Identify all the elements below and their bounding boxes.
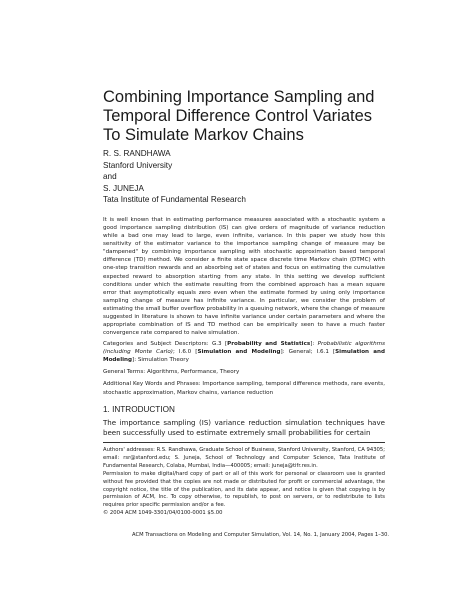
category-i60-prefix: ; I.6.0 [: [172, 349, 198, 356]
permission-notice: Permission to make digital/hard copy of part or all of this work for personal or classroom use is granted without fee provided that the copies are not made or distributed for profit or commercial advantage, the copyright notice, the title of the publication, and its date appear, and notice is given that copying is by permission of ACM, Inc. To copy otherwise, to republish, to post on servers, or to redistribute to lists requires prior specific permission and/or a fee.: [103, 470, 385, 509]
author-2-name: S. JUNEJA: [103, 183, 144, 193]
keywords: Additional Key Words and Phrases: Importance sampling, temporal difference methods, rare events, stochastic approximation, Markov chains, variance reduction: [103, 381, 385, 396]
author-1-affiliation: Stanford University: [103, 160, 173, 170]
author-conjunction: and: [103, 172, 117, 182]
title-line-2: Temporal Difference Control Variates: [103, 107, 373, 125]
journal-footer: ACM Transactions on Modeling and Computer Simulation, Vol. 14, No. 1, January 2004, Pages 1–30.: [132, 532, 390, 538]
copyright-line: © 2004 ACM 1049-3301/04/0100-0001 $5.00: [103, 510, 223, 517]
paper-title: [103, 88, 403, 145]
author-1-name: R. S. RANDHAWA: [103, 149, 171, 158]
abstract-block: [103, 216, 385, 397]
title-line-3: To Simulate Markov Chains: [103, 126, 304, 144]
categories-descriptors: [103, 340, 385, 364]
category-g3-sep: ]:: [310, 341, 318, 348]
category-i61: Simulation and Modeling: [103, 349, 385, 364]
categories-prefix: Categories and Subject Descriptors: G.3 [: [103, 341, 228, 348]
category-i61-rest: ]: Simulation Theory: [132, 357, 189, 364]
title-line-1: Combining Importance Sampling and: [103, 88, 375, 106]
author-2-affiliation: Tata Institute of Fundamental Research: [103, 195, 246, 205]
category-g3: Probability and Statistics: [227, 341, 311, 348]
section-heading-introduction: 1. INTRODUCTION: [103, 405, 175, 414]
footnote-divider: [103, 442, 385, 443]
category-i60: Simulation and Modeling: [197, 349, 281, 356]
author-block: [103, 148, 246, 206]
introduction-text: The importance sampling (IS) variance reduction simulation techniques have been successfully used to estimate extremely small probabilities for certain: [103, 418, 385, 438]
general-terms: General Terms: Algorithms, Performance, Theory: [103, 369, 240, 376]
category-g3-detail: Probabilistic algorithms (including Monte Carlo): [103, 341, 385, 356]
author-addresses: Authors' addresses: R.S. Randhawa, Graduate School of Business, Stanford University, Stanford, CA 94305; email: rsr@stanford.edu; S. Juneja, School of Technology and Computer Science, Tata Institute of Fundamental Research, Colaba, Mumbai, India—400005; email: juneja@tifr.res.in.: [103, 447, 385, 469]
footnote-block: [103, 447, 385, 518]
category-i60-rest: ]: General; I.6.1 [: [280, 349, 336, 356]
abstract-text: It is well known that in estimating performance measures associated with a stochastic system a good importance sampling distribution (IS) can give orders of magnitude of variance reduction while a bad one may lead to large, even infinite, variance. In this paper we study how this sensitivity of the estimator variance to the importance sampling change of measure may be "dampened" by combining importance sampling with stochastic approximation based temporal difference (TD) method. We consider a finite state space discrete time Markov chain (DTMC) with one-step transition rewards and an absorbing set of states and focus on estimating the cumulative expected reward to absorption starting from any state. In this setting we develop sufficient conditions under which the estimate resulting from the combined approach has a mean square error that asymptotically equals zero even when the estimate formed by using only importance sampling change of measure has infinite variance. In particular, we consider the problem of estimating the small buffer overflow probability in a queuing network, where the change of measure suggested in literature is shown to have infinite variance under certain parameters and where the appropriate combination of IS and TD method can be empirically seen to have a much faster convergence rate compared to naive simulation.: [103, 217, 385, 337]
